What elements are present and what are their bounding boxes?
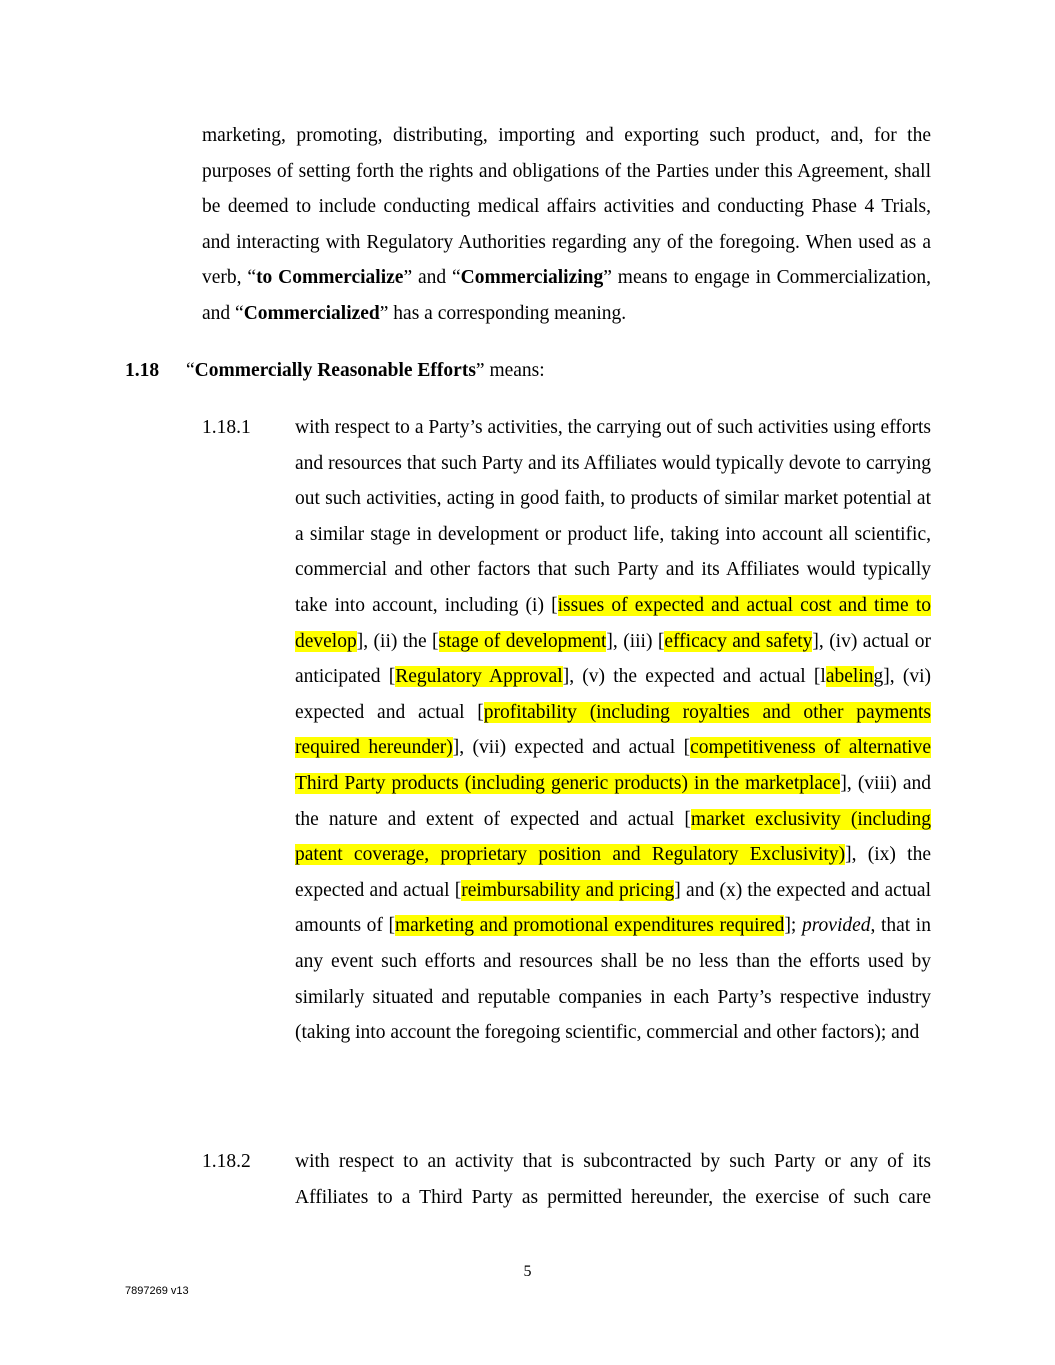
section-number-1-18: 1.18 — [125, 360, 160, 381]
sub1-text-03: ], (iii) [ — [606, 630, 665, 652]
sub1-text-12: , that in any event such efforts and resources shall be no less than the efforts used by similarly situated and reputable companies in each Party’s respective industry (taking into account the foregoing scientific, commercial and other factors); and — [295, 915, 931, 1044]
highlight-cost-time: issues of expected and actual cost and time to develop — [295, 594, 931, 652]
sub1-text-07: ], (vii) expected and actual [ — [452, 737, 691, 759]
intro-paragraph — [202, 118, 931, 332]
sub1-text-10: ] and (x) the expected and actual amounts of [ — [295, 879, 931, 937]
term-commercialized: Commercialized — [243, 302, 380, 324]
highlight-stage-development: stage of development — [438, 630, 607, 652]
sub1-text-09: ], (ix) the expected and actual [ — [295, 844, 931, 901]
term-provided: provided — [801, 915, 871, 937]
highlight-efficacy-safety: efficacy and safety — [664, 630, 813, 652]
highlight-profitability: profitability (including royalties and other payments required hereunder) — [295, 701, 931, 759]
sub1-text-08: ], (viii) and the nature and extent of expected and actual [ — [295, 772, 931, 830]
section-1-18-heading — [186, 353, 931, 389]
sub1-text-11: ]; — [784, 915, 802, 937]
highlight-marketing-expenditures: marketing and promotional expenditures required — [394, 915, 785, 937]
means-text: ” means: — [475, 360, 545, 381]
intro-text-1: marketing, promoting, distributing, importing and exporting such product, and, for the purposes of setting forth the rights and obligations of the Parties under this Agreement, shall be deemed to include conducting medical affairs activities and conducting Phase 4 Trials, and interacting with Regulatory Authorities regarding any of the foregoing. When used as a verb, “ — [202, 125, 931, 289]
sub1-text-05: ], (v) the expected and actual [l — [562, 666, 826, 688]
subsection-1-18-2-text: with respect to an activity that is subcontracted by such Party or any of its Affiliates to a Third Party as permitted hereunder, the exercise of such care — [295, 1151, 931, 1208]
highlight-regulatory-approval: Regulatory Approval — [395, 666, 563, 688]
intro-text-3: ” means to engage in Commercialization, and “ — [202, 267, 931, 324]
subsection-number-1-18-2: 1.18.2 — [202, 1151, 251, 1172]
highlight-market-exclusivity: market exclusivity (including patent coverage, proprietary position and Regulatory Exclusivity) — [295, 808, 931, 866]
sub1-text-04: ], (iv) actual or anticipated [ — [295, 630, 931, 688]
term-commercializing: Commercializing — [460, 267, 604, 289]
highlight-labeling: abelin — [825, 666, 874, 688]
intro-text-2: ” and “ — [403, 267, 461, 289]
sub1-text-01: with respect to a Party’s activities, the carrying out of such activities using efforts and resources that such Party and its Affiliates would typically devote to carrying out such activities, acting in good faith, to products of similar market potential at a similar stage in development or product life, taking into account all scientific, commercial and other factors that such Party and its Affiliates would typically take into account, including (i) [ — [295, 417, 931, 616]
sub1-text-06: g], (vi) expected and actual [ — [295, 666, 931, 723]
page-number: 5 — [523, 1263, 532, 1280]
term-to-commercialize: to Commercialize — [256, 267, 404, 289]
intro-text-4: ” has a corresponding meaning. — [379, 302, 627, 324]
highlight-reimbursability: reimbursability and pricing — [461, 879, 675, 901]
sub1-text-02: ], (ii) the [ — [356, 630, 439, 652]
highlight-competitiveness: competitiveness of alternative Third Party products (including generic products) in the marketplace — [295, 737, 932, 794]
subsection-1-18-1-text — [295, 410, 931, 1051]
open-quote: “ — [186, 360, 195, 381]
document-id: 7897269 v13 — [125, 1285, 189, 1297]
subsection-number-1-18-1: 1.18.1 — [202, 417, 251, 438]
term-commercially-reasonable-efforts: Commercially Reasonable Efforts — [194, 360, 476, 381]
